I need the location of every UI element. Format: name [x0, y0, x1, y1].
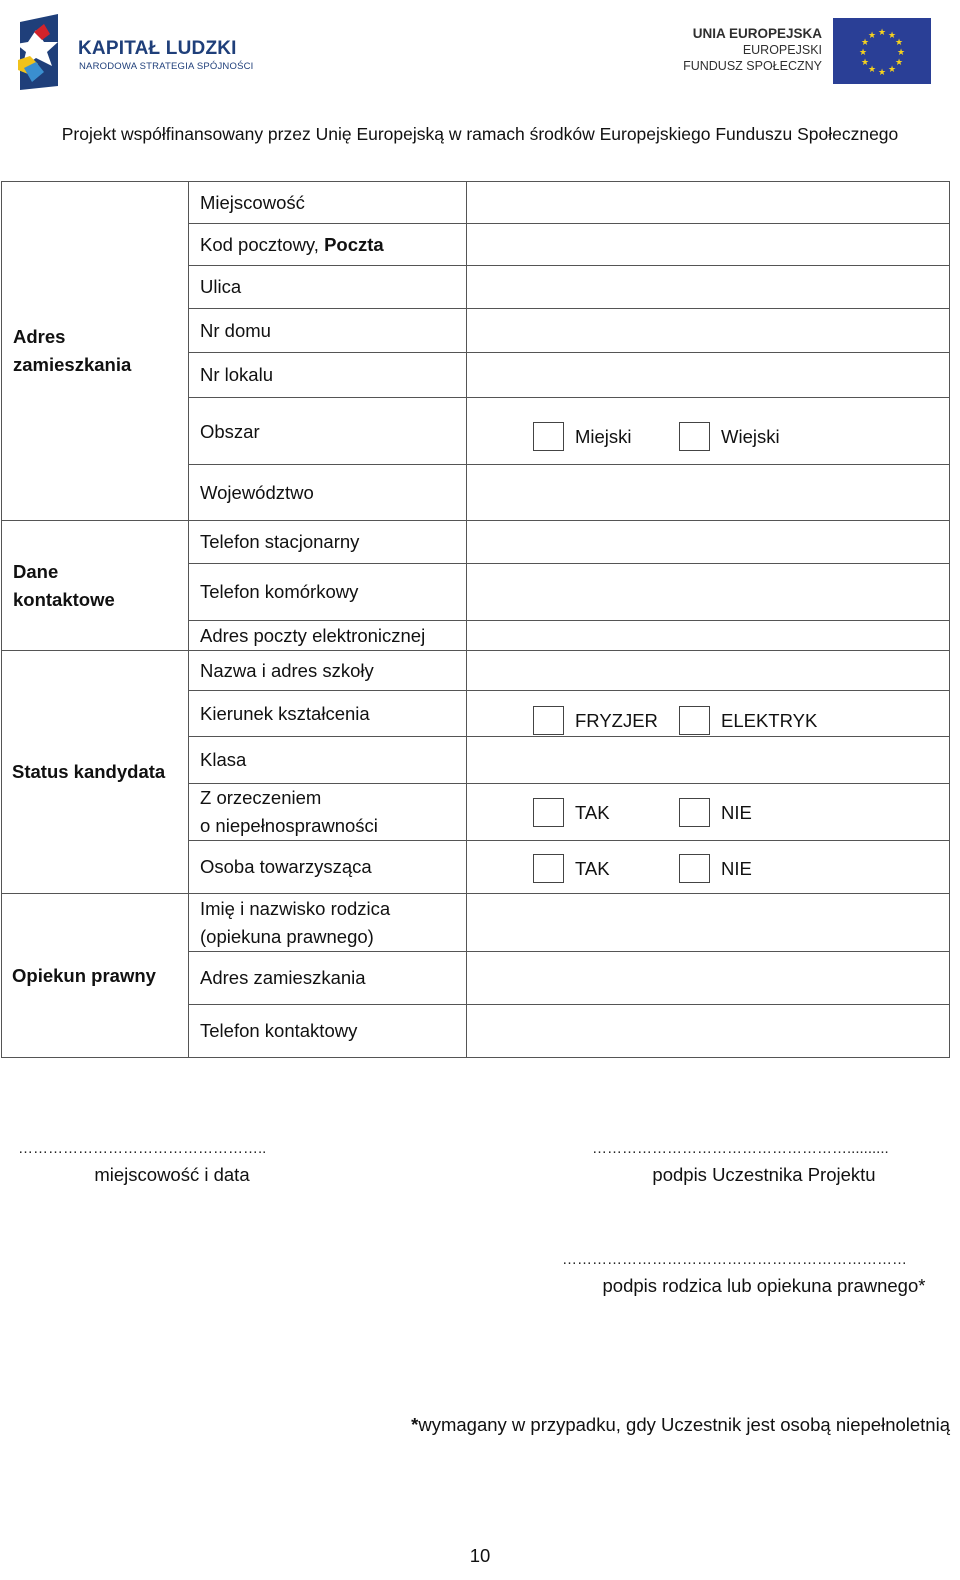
field-guardian-address[interactable] — [466, 951, 950, 1005]
option-miejski[interactable] — [533, 422, 632, 451]
eu-flag-icon — [833, 18, 931, 84]
label-guardian-address — [188, 951, 467, 1005]
label-szkola-text: Nazwa i adres szkoły — [200, 659, 374, 681]
group-candidate-status — [1, 650, 189, 894]
field-nr-domu[interactable] — [466, 308, 950, 353]
field-obszar — [466, 397, 950, 465]
option-towarzyszaca-nie[interactable] — [679, 854, 752, 883]
field-ulica[interactable] — [466, 265, 950, 309]
label-kierunek — [188, 690, 467, 737]
footnote-star: * — [411, 1414, 419, 1435]
field-tel-komorkowy[interactable] — [466, 563, 950, 621]
signature-label-parent: podpis rodzica lub opiekuna prawnego* — [602, 1275, 926, 1296]
signature-label-place-date: miejscowość i data — [94, 1164, 250, 1185]
option-fryzjer-label: FRYZJER — [575, 709, 658, 731]
label-ulica-text: Ulica — [200, 276, 242, 297]
group-contact — [1, 520, 189, 651]
label-obszar-text: Obszar — [200, 421, 260, 442]
option-towarzyszaca-tak-label: TAK — [575, 857, 610, 879]
checkbox-towarzyszaca-tak[interactable] — [533, 854, 564, 883]
label-guardian-name-line2: (opiekuna prawnego) — [200, 925, 374, 947]
label-klasa-text: Klasa — [200, 749, 247, 770]
label-guardian-phone — [188, 1004, 467, 1058]
label-tel-komorkowy — [188, 563, 467, 621]
option-orzeczenie-nie[interactable] — [679, 798, 752, 827]
label-tel-stacjonarny-text: Telefon stacjonarny — [200, 531, 360, 552]
group-address-label: Adres zamieszkania — [13, 326, 132, 375]
svg-text:★: ★ — [887, 31, 897, 41]
field-guardian-name[interactable] — [466, 893, 950, 952]
kapital-ludzki-subtitle: NARODOWA STRATEGIA SPÓJNOŚCI — [79, 61, 254, 72]
svg-text:★: ★ — [858, 48, 868, 58]
checkbox-miejski[interactable] — [533, 422, 564, 451]
option-wiejski[interactable] — [679, 422, 780, 451]
field-kierunek — [466, 690, 950, 737]
field-wojewodztwo[interactable] — [466, 464, 950, 521]
label-obszar — [188, 397, 467, 465]
group-candidate-status-label: Status kandydata — [12, 761, 166, 782]
label-orzeczenie-line2: o niepełnosprawności — [200, 815, 378, 836]
field-guardian-phone[interactable] — [466, 1004, 950, 1058]
checkbox-orzeczenie-nie[interactable] — [679, 798, 710, 827]
label-kod-pocztowy — [188, 223, 467, 266]
label-nr-domu-text: Nr domu — [200, 319, 271, 341]
svg-text:★: ★ — [867, 31, 877, 41]
option-elektryk-label: ELEKTRYK — [721, 709, 818, 731]
eu-european-label: EUROPEJSKI — [742, 43, 822, 57]
checkbox-orzeczenie-tak[interactable] — [533, 798, 564, 827]
svg-text:★: ★ — [877, 28, 887, 38]
label-email — [188, 620, 467, 651]
option-orzeczenie-nie-label: NIE — [721, 801, 752, 823]
svg-text:★: ★ — [896, 48, 906, 58]
group-contact-label: Dane kontaktowe — [13, 560, 115, 610]
field-kod-pocztowy[interactable] — [466, 223, 950, 266]
label-szkola — [188, 650, 467, 691]
group-legal-guardian — [1, 893, 189, 1058]
label-poczta-text: Poczta — [324, 233, 384, 255]
label-nr-lokalu — [188, 352, 467, 398]
field-osoba-towarzyszaca — [466, 840, 950, 894]
checkbox-elektryk[interactable] — [679, 706, 710, 735]
label-orzeczenie-line1: Z orzeczeniem — [200, 787, 322, 808]
label-orzeczenie — [188, 783, 467, 841]
kapital-ludzki-emblem-icon — [14, 12, 78, 92]
eu-social-fund-label: FUNDUSZ SPOŁECZNY — [683, 59, 822, 73]
signature-line-place-date[interactable]: ………………………………………….. — [18, 1140, 267, 1157]
svg-text:★: ★ — [894, 58, 904, 68]
checkbox-wiejski[interactable] — [679, 422, 710, 451]
svg-text:★: ★ — [877, 68, 887, 78]
kapital-ludzki-title: KAPITAŁ LUDZKI — [78, 38, 237, 59]
checkbox-towarzyszaca-nie[interactable] — [679, 854, 710, 883]
label-tel-komorkowy-text: Telefon komórkowy — [200, 581, 359, 602]
checkbox-fryzjer[interactable] — [533, 706, 564, 735]
field-nr-lokalu[interactable] — [466, 352, 950, 398]
group-legal-guardian-label: Opiekun prawny — [12, 964, 156, 986]
option-towarzyszaca-nie-label: NIE — [721, 857, 752, 879]
label-tel-stacjonarny — [188, 520, 467, 564]
project-cofinancing-note: Projekt współfinansowany przez Unię Europejską w ramach środków Europejskiego Funduszu Społecznego — [61, 124, 899, 144]
field-tel-stacjonarny[interactable] — [466, 520, 950, 564]
label-osoba-towarzyszaca-text: Osoba towarzysząca — [200, 856, 372, 877]
field-orzeczenie — [466, 783, 950, 841]
option-orzeczenie-tak-label: TAK — [575, 801, 610, 823]
label-wojewodztwo-text: Województwo — [200, 481, 314, 503]
label-nr-lokalu-text: Nr lokalu — [200, 364, 273, 385]
page-number: 10 — [469, 1545, 491, 1566]
label-nr-domu — [188, 308, 467, 353]
option-wiejski-label: Wiejski — [721, 425, 780, 447]
candidate-form-table — [1, 181, 950, 1058]
label-guardian-phone-text: Telefon kontaktowy — [200, 1020, 358, 1041]
field-szkola[interactable] — [466, 650, 950, 691]
footnote — [411, 1414, 950, 1436]
label-guardian-name — [188, 893, 467, 952]
eu-logo-text — [683, 26, 822, 74]
group-address — [1, 181, 189, 521]
svg-text:★: ★ — [867, 65, 877, 75]
label-osoba-towarzyszaca — [188, 840, 467, 894]
label-miejscowosc-text: Miejscowość — [200, 191, 305, 213]
label-email-text: Adres poczty elektronicznej — [200, 624, 426, 646]
label-miejscowosc — [188, 181, 467, 224]
field-email[interactable] — [466, 620, 950, 651]
field-klasa[interactable] — [466, 736, 950, 784]
label-guardian-name-line1: Imię i nazwisko rodzica — [200, 897, 391, 919]
option-miejski-label: Miejski — [575, 425, 632, 447]
label-guardian-address-text: Adres zamieszkania — [200, 967, 366, 988]
signature-label-participant: podpis Uczestnika Projektu — [652, 1164, 876, 1185]
label-klasa — [188, 736, 467, 784]
option-fryzjer[interactable] — [533, 706, 658, 735]
option-towarzyszaca-tak[interactable] — [533, 854, 610, 883]
eu-union-label: UNIA EUROPEJSKA — [692, 26, 822, 41]
svg-text:★: ★ — [860, 58, 870, 68]
svg-text:★: ★ — [894, 38, 904, 48]
option-orzeczenie-tak[interactable] — [533, 798, 610, 827]
label-wojewodztwo — [188, 464, 467, 521]
signature-line-parent[interactable]: …………………………………………………………… — [562, 1251, 907, 1268]
label-kod-pocztowy-text: Kod pocztowy, — [200, 233, 325, 255]
svg-text:★: ★ — [887, 65, 897, 75]
label-ulica — [188, 265, 467, 309]
signature-line-participant[interactable]: …………………………………………….......... — [592, 1140, 889, 1157]
option-elektryk[interactable] — [679, 706, 817, 735]
footnote-text: wymagany w przypadku, gdy Uczestnik jest osobą niepełnoletnią — [418, 1414, 950, 1435]
svg-text:★: ★ — [860, 38, 870, 48]
field-miejscowosc[interactable] — [466, 181, 950, 224]
label-kierunek-text: Kierunek kształcenia — [200, 702, 370, 724]
